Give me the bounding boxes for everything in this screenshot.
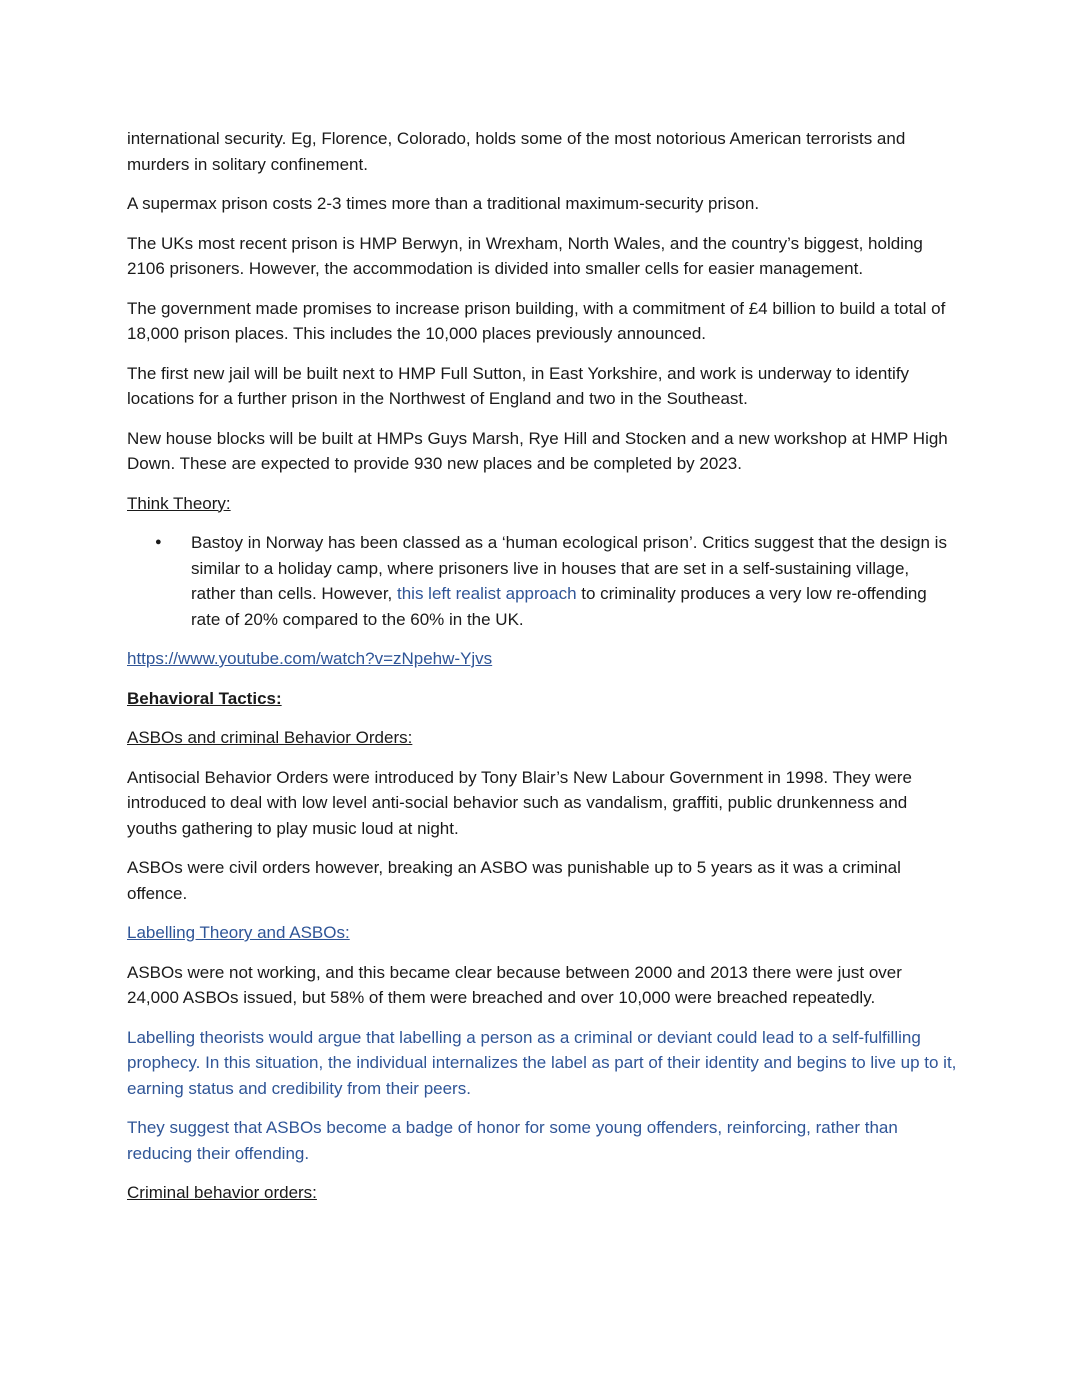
asbo-civil-orders-paragraph: ASBOs were civil orders however, breaking an ASBO was punishable up to 5 years as it was a criminal offence. [127,858,901,903]
bastoy-text-part1: Bastoy in Norway has been classed as a ‘human ecological prison’. Critics suggest that the design is similar to a holiday camp, where prisoners live in houses that are set in a self-sustaining village, rather than cells. However, [191,533,947,603]
bastoy-bullet [127,530,957,632]
asbo-intro-paragraph: Antisocial Behavior Orders were introduced by Tony Blair’s New Labour Government in 1998. They were introduced to deal with low level anti-social behavior such as vandalism, graffiti, public drunkenness and youths gathering to play music loud at night. [127,767,912,838]
house-blocks-paragraph: New house blocks will be built at HMPs Guys Marsh, Rye Hill and Stocken and a new workshop at HMP High Down. These are expected to provide 930 new places and be completed by 2023. [127,428,948,473]
behavioral-tactics-heading: Behavioral Tactics: [127,688,282,708]
asbo-statistics-paragraph: ASBOs were not working, and this became clear because between 2000 and 2013 there were just over 24,000 ASBOs issued, but 58% of them were breached and over 10,000 were breached repeatedly. [127,962,902,1007]
criminal-behavior-orders-heading: Criminal behavior orders: [127,1183,317,1202]
asbo-heading: ASBOs and criminal Behavior Orders: [127,728,413,747]
left-realist-highlight: this left realist approach [396,584,577,603]
think-theory-list [127,530,957,632]
labelling-theory-heading: Labelling Theory and ASBOs: [127,923,350,942]
video-link-paragraph [127,646,957,672]
badge-of-honor-paragraph: They suggest that ASBOs become a badge of honor for some young offenders, reinforcing, rather than reducing their offending. [127,1118,898,1163]
bastoy-text-part2: to criminality produces a very low re-offending rate of 20% compared to the 60% in the UK. [191,584,927,629]
labelling-theorists-paragraph: Labelling theorists would argue that labelling a person as a criminal or deviant could lead to a self-fulfilling prophecy. In this situation, the individual internalizes the label as part of their identity and begins to live up to it, earning status and credibility from their peers. [127,1027,957,1098]
supermax-intro-paragraph: international security. Eg, Florence, Colorado, holds some of the most notorious American terrorists and murders in solitary confinement. [127,129,906,174]
document-page [127,126,957,1220]
supermax-cost-paragraph: A supermax prison costs 2-3 times more than a traditional maximum-security prison. [127,194,760,213]
youtube-link[interactable]: https://www.youtube.com/watch?v=zNpehw-Yjvs [127,649,493,668]
new-jail-paragraph: The first new jail will be built next to HMP Full Sutton, in East Yorkshire, and work is underway to identify locations for a further prison in the Northwest of England and two in the Southeast. [127,363,910,408]
think-theory-heading: Think Theory: [127,493,231,513]
prison-building-paragraph: The government made promises to increase prison building, with a commitment of £4 billion to build a total of 18,000 prison places. This includes the 10,000 places previously announced. [127,298,946,343]
hmp-berwyn-paragraph: The UKs most recent prison is HMP Berwyn, in Wrexham, North Wales, and the country’s biggest, holding 2106 prisoners. However, the accommodation is divided into smaller cells for easier management. [127,233,923,278]
